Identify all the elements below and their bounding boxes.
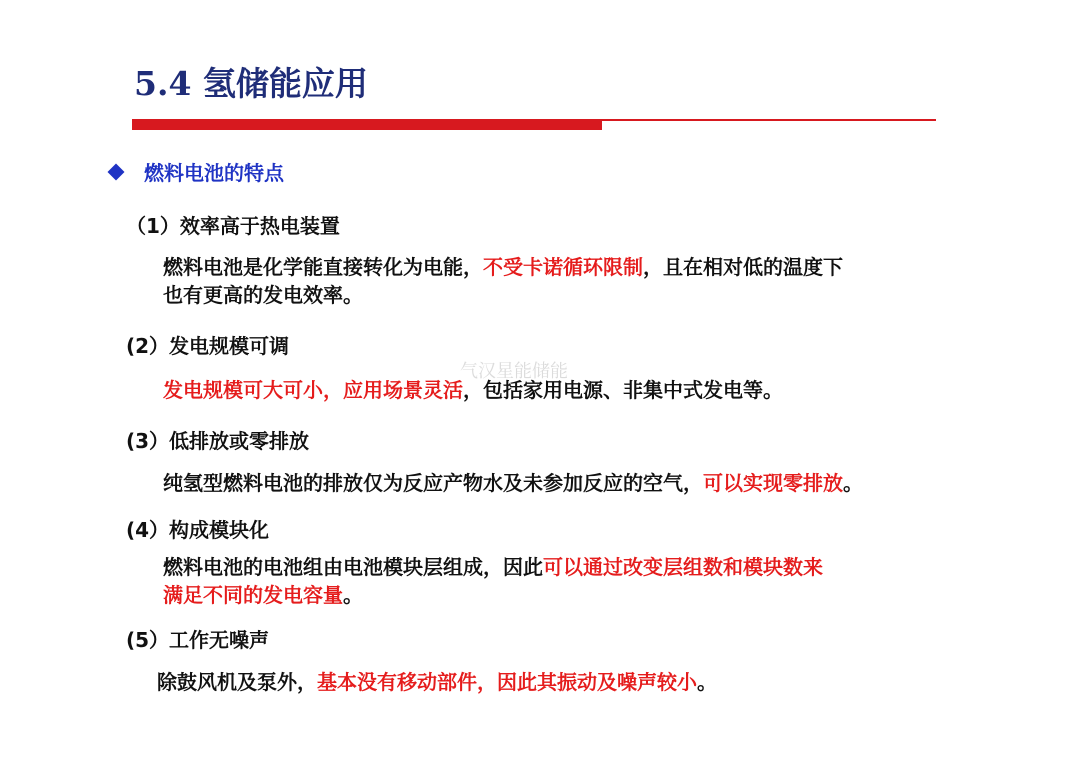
diamond-bullet-icon	[108, 163, 125, 180]
page-title: 5.4 氢储能应用	[134, 64, 368, 103]
watermark-text: 气汉星能储能	[460, 361, 568, 382]
paragraph-line	[163, 253, 843, 281]
section-paragraph	[157, 668, 717, 696]
highlight-text: 可以通过改变层组数和模块数来	[543, 555, 823, 579]
paragraph-line	[163, 469, 863, 497]
section-heading: (5）工作无噪声	[126, 628, 270, 652]
text-run: 燃料电池是化学能直接转化为电能，	[163, 255, 483, 279]
text-run: 燃料电池的电池组由电池模块层组成，因此	[163, 555, 543, 579]
text-run: 纯氢型燃料电池的排放仅为反应产物水及未参加反应的空气，	[163, 471, 703, 495]
section-paragraph	[163, 253, 843, 309]
highlight-text: 不受卡诺循环限制	[483, 255, 643, 279]
text-run: 。	[843, 471, 863, 495]
text-run: ，且在相对低的温度下	[643, 255, 843, 279]
text-run: 也有更高的发电效率。	[163, 283, 363, 307]
title-underline-thin	[602, 119, 936, 121]
highlight-text: 满足不同的发电容量	[163, 583, 343, 607]
section-paragraph	[163, 469, 863, 497]
section-heading: （1）效率高于热电装置	[126, 214, 340, 238]
highlight-text: 发电规模可大可小，应用场景灵活	[163, 378, 463, 402]
bullet-text: 燃料电池的特点	[144, 161, 284, 185]
text-run: 。	[343, 583, 363, 607]
text-run: 除鼓风机及泵外，	[157, 670, 317, 694]
paragraph-line	[157, 668, 717, 696]
section-paragraph	[163, 553, 823, 609]
title-underline-thick	[132, 119, 602, 130]
section-heading: (2）发电规模可调	[126, 334, 290, 358]
bullet-row	[110, 157, 284, 186]
paragraph-line	[163, 581, 823, 609]
highlight-text: 可以实现零排放	[703, 471, 843, 495]
highlight-text: 基本没有移动部件，因此其振动及噪声较小	[317, 670, 697, 694]
paragraph-line	[163, 281, 843, 309]
text-run: 。	[697, 670, 717, 694]
section-heading: (3）低排放或零排放	[126, 429, 310, 453]
paragraph-line	[163, 553, 823, 581]
text-run: ，包括家用电源、非集中式发电等。	[463, 378, 783, 402]
section-heading: (4）构成模块化	[126, 518, 270, 542]
